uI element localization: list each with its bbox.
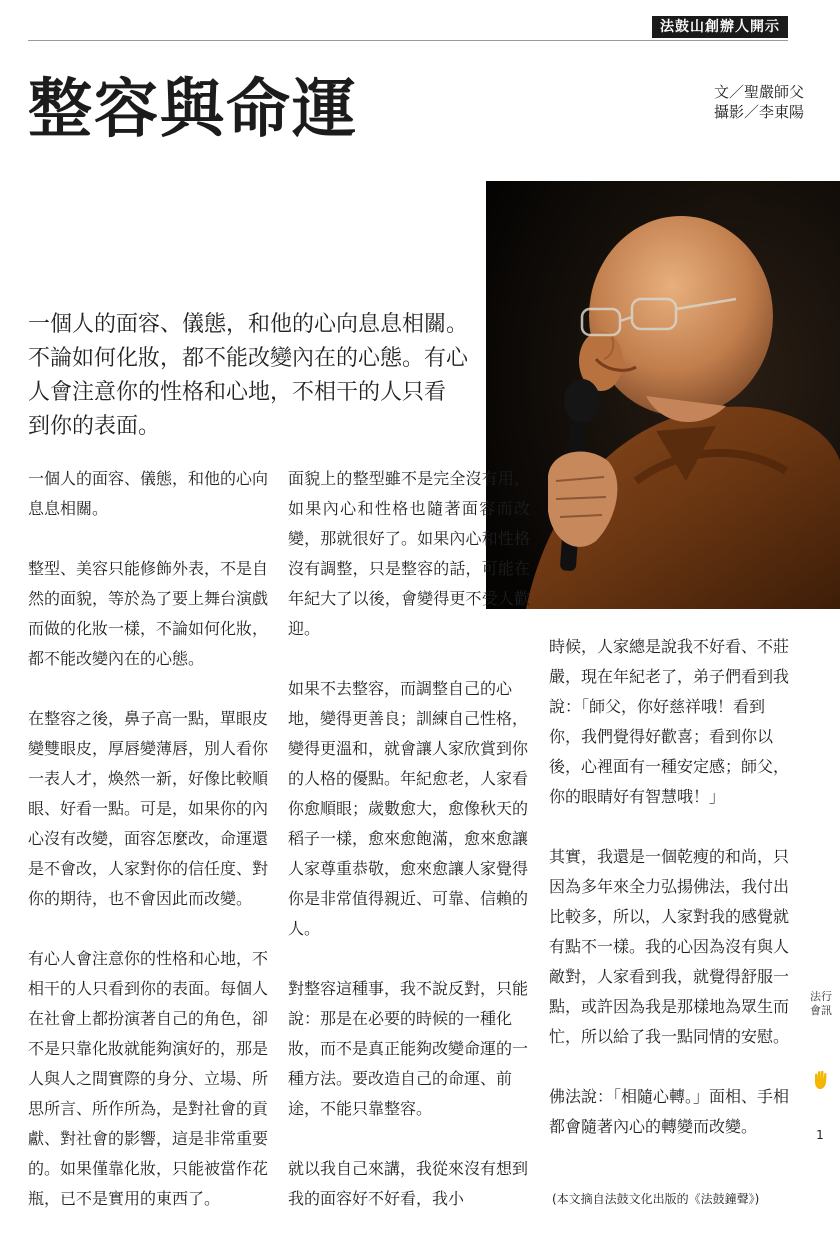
source-note: (本文摘自法鼓文化出版的《法鼓鐘聲》) <box>552 1192 760 1206</box>
section-tag: 法鼓山創辦人開示 <box>652 16 788 38</box>
body-column-1 <box>28 464 268 1214</box>
lead-line: 不論如何化妝，都不能改變內在的心態。有心 <box>28 346 469 371</box>
body-paragraph: 如果不去整容，而調整自己的心地，變得更善良；訓練自己性格，變得更溫和，就會讓人家欣賞到你的人格的優點。年紀愈老，人家看你愈順眼；歲數愈大，愈像秋天的稻子一樣，愈來愈飽滿，愈來愈讓人家尊重恭敬，愈來愈讓人家覺得你是非常值得親近、可靠、信賴的人。 <box>288 679 529 938</box>
body-paragraph: 面貌上的整型雖不是完全沒有用，如果內心和性格也隨著面容而改變，那就很好了。如果內心和性格沒有調整，只是整容的話，可能在年紀大了以後，會變得更不受人歡迎。 <box>288 469 530 638</box>
lead-line: 人會注意你的性格和心地，不相干的人只看 <box>28 380 447 405</box>
lead-line: 到你的表面。 <box>28 414 161 439</box>
body-paragraph: 其實，我還是一個乾瘦的和尚，只因為多年來全力弘揚佛法，我付出比較多，所以，人家對我的感覺就有點不一樣。我的心因為沒有與人敵對，人家看到我，就覺得舒服一點，或許因為我是那樣地為眾生而忙，所以給了我一點同情的安慰。 <box>549 847 790 1046</box>
body-column-3 <box>549 632 791 1142</box>
top-divider <box>28 40 788 41</box>
body-paragraph: 整型、美容只能修飾外表，不是自然的面貌，等於為了要上舞台演戲而做的化妝一樣，不論如何化妝，都不能改變內在的心態。 <box>28 559 269 668</box>
speaker-photo <box>486 181 840 609</box>
body-paragraph: 佛法說：「相隨心轉。」面相、手相都會隨著內心的轉變而改變。 <box>549 1087 790 1136</box>
page-number: 1 <box>816 1128 824 1142</box>
article-title: 整容與命運 <box>28 72 358 147</box>
credits <box>714 82 804 122</box>
body-paragraph: 對整容這種事，我不說反對，只能說：那是在必要的時候的一種化妝，而不是真正能夠改變命運的一種方法。要改造自己的命運、前途，不能只靠整容。 <box>288 979 529 1118</box>
hand-icon <box>812 1070 830 1094</box>
newsletter-brand <box>810 990 832 1018</box>
newsletter-brand-text: 法行會訊 <box>810 990 832 1017</box>
body-column-2 <box>288 464 530 1214</box>
lead-line: 一個人的面容、儀態，和他的心向息息相關。 <box>28 312 469 337</box>
author-line: 文／聖嚴師父 <box>713 83 804 101</box>
photo-credit-line: 攝影／李東陽 <box>713 103 804 121</box>
body-paragraph: 一個人的面容、儀態，和他的心向息息相關。 <box>28 469 269 518</box>
lead-paragraph <box>28 308 478 444</box>
body-paragraph: 時候，人家總是說我不好看、不莊嚴，現在年紀老了，弟子們看到我說：「師父，你好慈祥哦！看到你，我們覺得好歡喜；看到你以後，心裡面有一種安定感；師父，你的眼睛好有智慧哦！」 <box>549 637 790 806</box>
body-paragraph: 有心人會注意你的性格和心地，不相干的人只看到你的表面。每個人在社會上都扮演著自己的角色，卻不是只靠化妝就能夠演好的，那是人與人之間實際的身分、立場、所思所言、所作所為，是對社會的貢獻、對社會的影響，這是非常重要的。如果僅靠化妝，只能被當作花瓶，已不是實用的東西了。 <box>28 949 269 1208</box>
body-paragraph: 就以我自己來講，我從來沒有想到我的面容好不好看，我小 <box>288 1159 529 1208</box>
body-paragraph: 在整容之後，鼻子高一點，單眼皮變雙眼皮，厚唇變薄唇，別人看你一表人才，煥然一新，好像比較順眼、好看一點。可是，如果你的內心沒有改變，面容怎麼改，命運還是不會改，人家對你的信任度、對你的期待，也不會因此而改變。 <box>28 709 269 908</box>
